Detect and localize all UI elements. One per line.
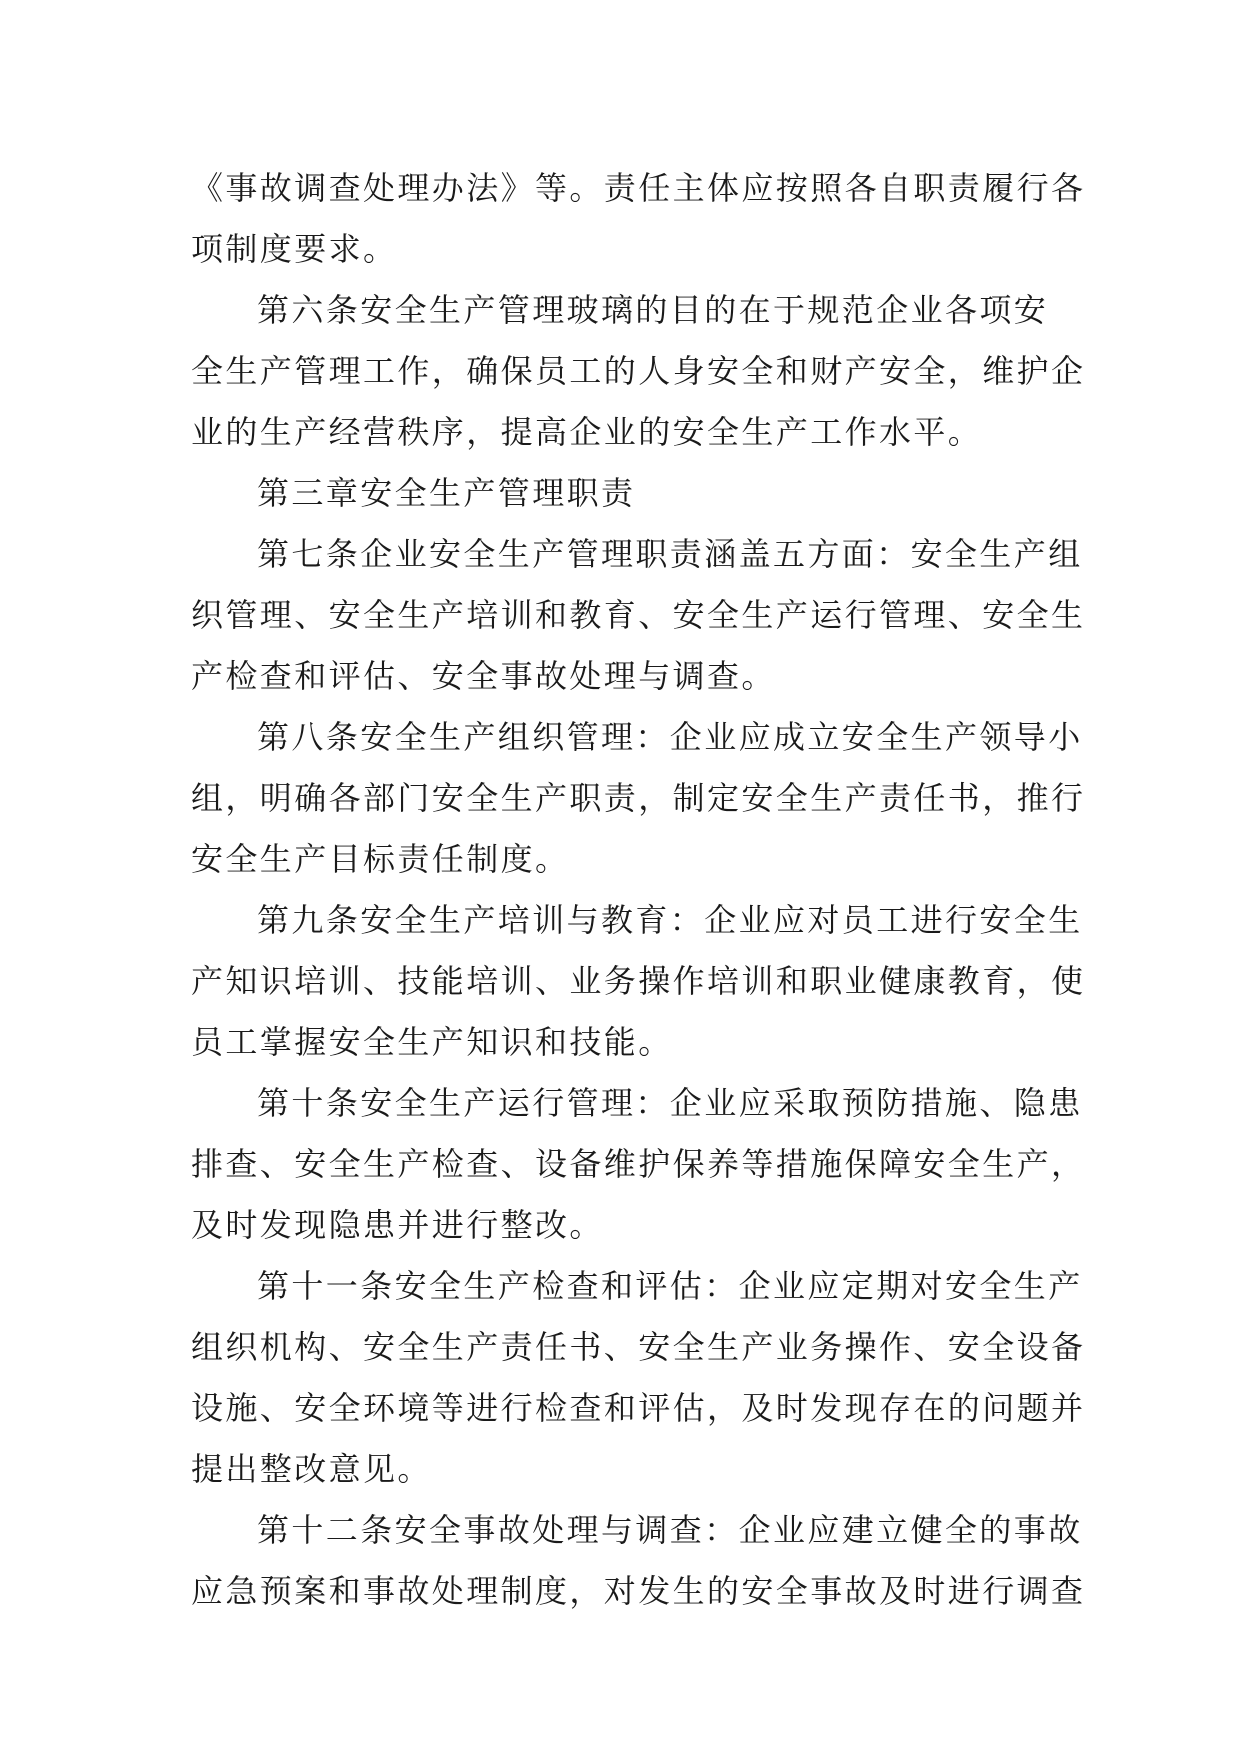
text-line: 组，明确各部门安全生产职责，制定安全生产责任书，推行 xyxy=(191,779,1086,817)
article-10-line: 第十条安全生产运行管理：企业应采取预防措施、隐患 xyxy=(257,1084,1083,1122)
text-line: 织管理、安全生产培训和教育、安全生产运行管理、安全生 xyxy=(191,596,1086,634)
article-12-line: 第十二条安全事故处理与调查：企业应建立健全的事故 xyxy=(257,1511,1083,1549)
text-line: 全生产管理工作，确保员工的人身安全和财产安全，维护企 xyxy=(191,352,1086,390)
text-line: 产知识培训、技能培训、业务操作培训和职业健康教育，使 xyxy=(191,962,1086,1000)
text-line: 提出整改意见。 xyxy=(191,1450,432,1488)
article-11-line: 第十一条安全生产检查和评估：企业应定期对安全生产 xyxy=(257,1267,1083,1305)
text-line: 《事故调查处理办法》等。责任主体应按照各自职责履行各 xyxy=(191,169,1086,207)
document-body xyxy=(191,158,1086,1622)
text-line: 应急预案和事故处理制度，对发生的安全事故及时进行调查 xyxy=(191,1572,1086,1610)
text-line: 组织机构、安全生产责任书、安全生产业务操作、安全设备 xyxy=(191,1328,1086,1366)
text-line: 员工掌握安全生产知识和技能。 xyxy=(191,1023,673,1061)
text-line: 产检查和评估、安全事故处理与调查。 xyxy=(191,657,776,695)
chapter-heading: 第三章安全生产管理职责 xyxy=(257,474,636,512)
article-7-line: 第七条企业安全生产管理职责涵盖五方面：安全生产组 xyxy=(257,535,1083,573)
article-9-line: 第九条安全生产培训与教育：企业应对员工进行安全生 xyxy=(257,901,1083,939)
text-line: 排查、安全生产检查、设备维护保养等措施保障安全生产， xyxy=(191,1145,1086,1183)
text-line: 安全生产目标责任制度。 xyxy=(191,840,570,878)
article-6-line: 第六条安全生产管理玻璃的目的在于规范企业各项安 xyxy=(257,291,1049,329)
text-line: 及时发现隐患并进行整改。 xyxy=(191,1206,604,1244)
article-8-line: 第八条安全生产组织管理：企业应成立安全生产领导小 xyxy=(257,718,1083,756)
text-line: 设施、安全环境等进行检查和评估，及时发现存在的问题并 xyxy=(191,1389,1086,1427)
text-line: 项制度要求。 xyxy=(191,230,398,268)
text-line: 业的生产经营秩序，提高企业的安全生产工作水平。 xyxy=(191,413,983,451)
